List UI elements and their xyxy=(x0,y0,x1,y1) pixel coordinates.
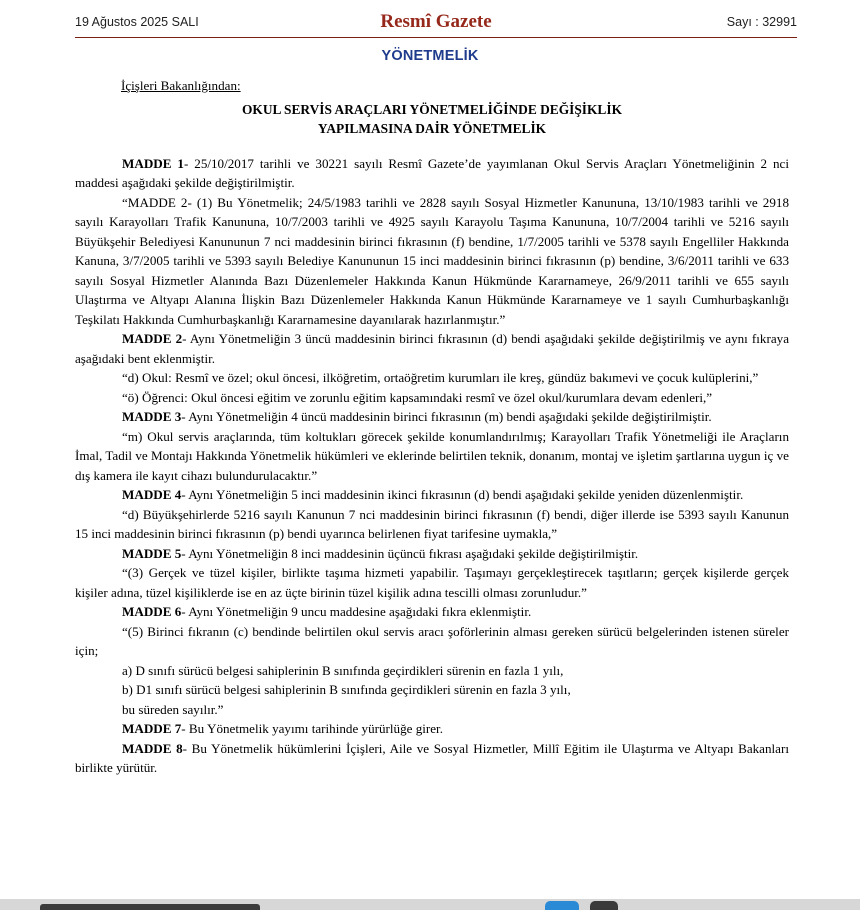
article-4-quote: “d) Büyükşehirlerde 5216 sayılı Kanunun 7 nci maddesinin birinci fıkrasının (f) bendi, diğer illerde ise 5393 sayılı Kanunun 15 inci maddesinin birinci fıkrasının (p) bendi uyarınca belirlenen fiyat tarifesine uymakla,” xyxy=(75,506,789,541)
article-5 xyxy=(75,544,789,564)
article-label: MADDE 6 xyxy=(122,604,182,619)
article-text: - Bu Yönetmelik yayımı tarihinde yürürlüğe girer. xyxy=(181,721,443,736)
article-5-quote: “(3) Gerçek ve tüzel kişiler, birlikte taşıma hizmeti yapabilir. Taşımayı gerçekleştirecek taşıtların; gerçek kişilerde gerçek kişiler adına, tüzel kişiliklerde ise en az üçte birinin tüzel kişilik adına tescilli olması zorunludur.” xyxy=(75,565,789,600)
page-header xyxy=(75,10,797,38)
article-6-quote: “(5) Birinci fıkranın (c) bendinde belirtilen okul servis aracı şoförlerinin alması gereken sürücü belgelerinden istenen süreler için; xyxy=(75,623,789,658)
article-3 xyxy=(75,407,789,427)
article-text: - Aynı Yönetmeliğin 3 üncü maddesinin birinci fıkrasının (d) bendi aşağıdaki şekilde değiştirilmiş ve aynı fıkraya aşağıdaki bent eklenmiştir. xyxy=(75,331,790,366)
section-title: YÖNETMELİK xyxy=(381,48,479,64)
article-text: - Aynı Yönetmeliğin 9 uncu maddesine aşağıdaki fıkra eklenmiştir. xyxy=(181,604,532,619)
article-6-item-c: bu süreden sayılır.” xyxy=(122,701,224,717)
regulation-title xyxy=(75,100,789,138)
article-label: MADDE 2 xyxy=(122,331,183,346)
article-text: - Aynı Yönetmeliğin 5 inci maddesinin ikinci fıkrasının (d) bendi aşağıdaki şekilde yeniden düzenlenmiştir. xyxy=(181,487,744,502)
taskbar-item[interactable] xyxy=(40,904,260,910)
issue-date: 19 Ağustos 2025 SALI xyxy=(75,15,199,29)
article-2-quote-d: “d) Okul: Resmî ve özel; okul öncesi, ilköğretim, ortaöğretim kurumları ile kreş, gündüz bakımevi ve çocuk kulüplerini,” xyxy=(122,370,759,385)
taskbar-app-icon[interactable] xyxy=(590,901,618,910)
article-label: MADDE 4 xyxy=(122,487,182,502)
article-text: - 25/10/2017 tarihli ve 30221 sayılı Resmî Gazete’de yayımlanan Okul Servis Araçları Yönetmeliğinin 2 nci maddesi aşağıdaki şekilde değiştirilmiştir. xyxy=(75,155,789,190)
article-label: MADDE 1 xyxy=(122,155,184,171)
article-3-quote: “m) Okul servis araçlarında, tüm koltukları görecek şekilde konumlandırılmış; Karayolları Trafik Yönetmeliği ile Araçların İmal, Tadil ve Montajı Hakkında Yönetmelik hükümleri ve eklerinde belirtilen teknik, donanım, montaj ve işletim şartlarına uygun iç ve dış kamera ile kayıt cihazı bulundurulacaktır.” xyxy=(75,428,789,483)
issue-number: Sayı : 32991 xyxy=(726,15,797,29)
article-label: MADDE 8 xyxy=(122,740,183,756)
article-4 xyxy=(75,485,789,505)
article-label: MADDE 5 xyxy=(122,545,182,561)
article-2-quote-o: “ö) Öğrenci: Okul öncesi eğitim ve zorunlu eğitim kapsamındaki resmî ve özel okul/kurumlara devam edenleri,” xyxy=(122,389,713,405)
regulation-title-line-1: OKUL SERVİS ARAÇLARI YÖNETMELİĞİNDE DEĞİŞİKLİK xyxy=(241,101,622,117)
article-text: - Bu Yönetmelik hükümlerini İçişleri, Aile ve Sosyal Hizmetler, Millî Eğitim ile Ulaştırma ve Altyapı Bakanları birlikte yürütür. xyxy=(75,740,789,775)
article-6-item-a: a) D sınıfı sürücü belgesi sahiplerinin B sınıfında geçirdikleri sürenin en fazla 1 yılı, xyxy=(122,662,564,678)
article-6 xyxy=(75,602,789,622)
article-8 xyxy=(75,739,789,778)
article-6-item-b: b) D1 sınıfı sürücü belgesi sahiplerinin B sınıfında geçirdikleri sürenin en fazla 3 yılı, xyxy=(122,682,571,697)
article-text: - Aynı Yönetmeliğin 8 inci maddesinin üçüncü fıkrası aşağıdaki şekilde değiştirilmiştir. xyxy=(181,545,639,561)
gazette-title: Resmî Gazete xyxy=(380,11,492,32)
article-2 xyxy=(75,329,789,368)
issuing-ministry: İçişleri Bakanlığından: xyxy=(121,78,241,93)
article-label: MADDE 7 xyxy=(122,721,182,736)
regulation-title-line-2: YAPILMASINA DAİR YÖNETMELİK xyxy=(317,120,547,136)
taskbar-app-icon[interactable] xyxy=(545,901,579,910)
document-body xyxy=(75,76,789,778)
article-text: - Aynı Yönetmeliğin 4 üncü maddesinin birinci fıkrasının (m) bendi aşağıdaki şekilde değiştirilmiştir. xyxy=(181,409,712,424)
header-divider xyxy=(75,37,797,38)
article-1 xyxy=(75,154,789,193)
article-1-quote: “MADDE 2- (1) Bu Yönetmelik; 24/5/1983 tarihli ve 2828 sayılı Sosyal Hizmetler Kanununa, 13/10/1983 tarihli ve 2918 sayılı Karayolları Trafik Kanununa, 10/7/2003 tarihli ve 4925 sayılı Karayolu Taşıma Kanununa, 10/7/2004 tarihli ve 5216 sayılı Büyükşehir Belediyesi Kanununun 7 nci maddesinin birinci fıkrasının (f) bendine, 1/7/2005 tarihli ve 5378 sayılı Engelliler Hakkında Kanuna, 3/7/2005 tarihli ve 5393 sayılı Belediye Kanununun 15 inci maddesinin birinci fıkrasının (p) bendine, 3/6/2011 tarihli ve 633 sayılı Sosyal Hizmetler Alanında Bazı Düzenlemeler Hakkında Kanun Hükmünde Kararnameye, 26/9/2011 tarihli ve 655 sayılı Ulaştırma ve Altyapı Alanına İlişkin Bazı Düzenlemeler Hakkında Kanun Hükmünde Kararnameye ve 1 sayılı Cumhurbaşkanlığı Teşkilatı Hakkında Cumhurbaşkanlığı Kararnamesine dayanılarak hazırlanmıştır.” xyxy=(75,194,789,327)
article-label: MADDE 3 xyxy=(122,409,182,424)
article-7 xyxy=(75,719,789,739)
